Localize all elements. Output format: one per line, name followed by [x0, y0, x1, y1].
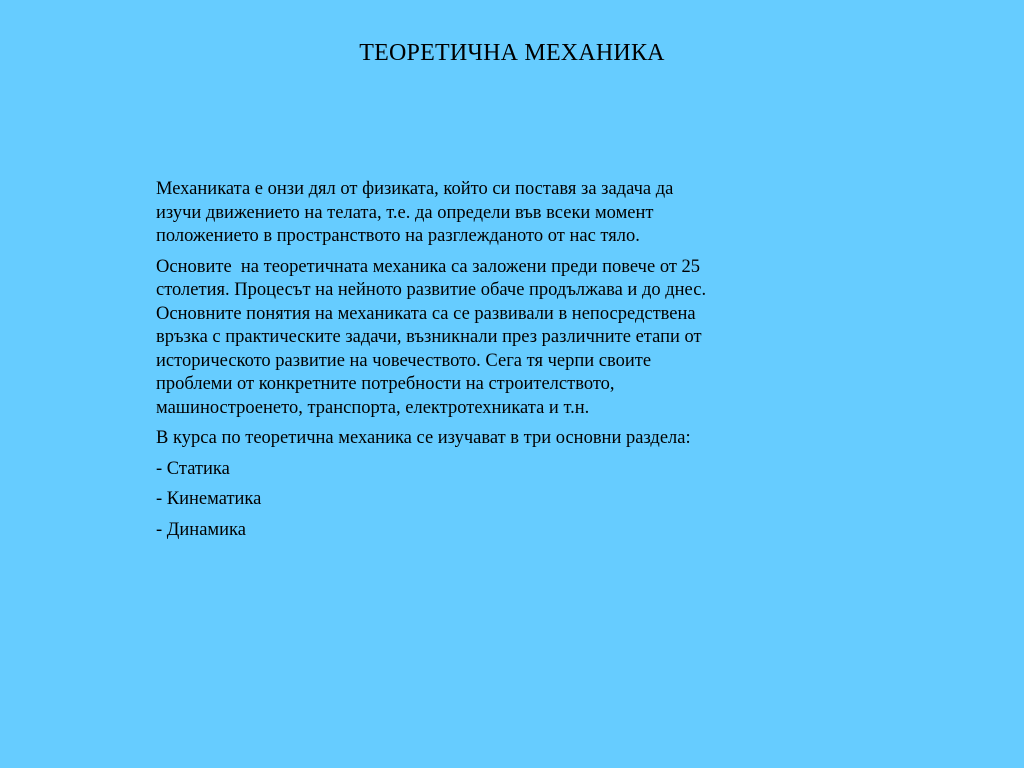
paragraph-history: Основите на теоретичната механика са заложени преди повече от 25 столетия. Процесът на нейното развитие обаче продължава и до днес. Основните понятия на механиката са се развивали в непосредствена връзка с практическите задачи, възникнали през различните етапи от историческото развитие на човечеството. Сега тя черпи своите проблеми от конкретните потребности на строителството, машиностроенето, транспорта, електротехниката и т.н. [156, 256, 707, 418]
paragraph-definition: Механиката е онзи дял от физиката, който си поставя за задача да изучи движението на телата, т.е. да определи във всеки момент положението в пространството на разглежданото от нас тяло. [156, 179, 674, 246]
slide-body [156, 178, 856, 549]
section-item-kinematics: - Кинематика [156, 489, 262, 509]
paragraph-sections-intro: В курса по теоретична механика се изучават в три основни раздела: [156, 428, 691, 448]
section-item-statics: - Статика [156, 458, 230, 479]
section-item-dynamics: - Динамика [156, 519, 246, 540]
slide-title: ТЕОРЕТИЧНА МЕХАНИКА [359, 40, 665, 66]
